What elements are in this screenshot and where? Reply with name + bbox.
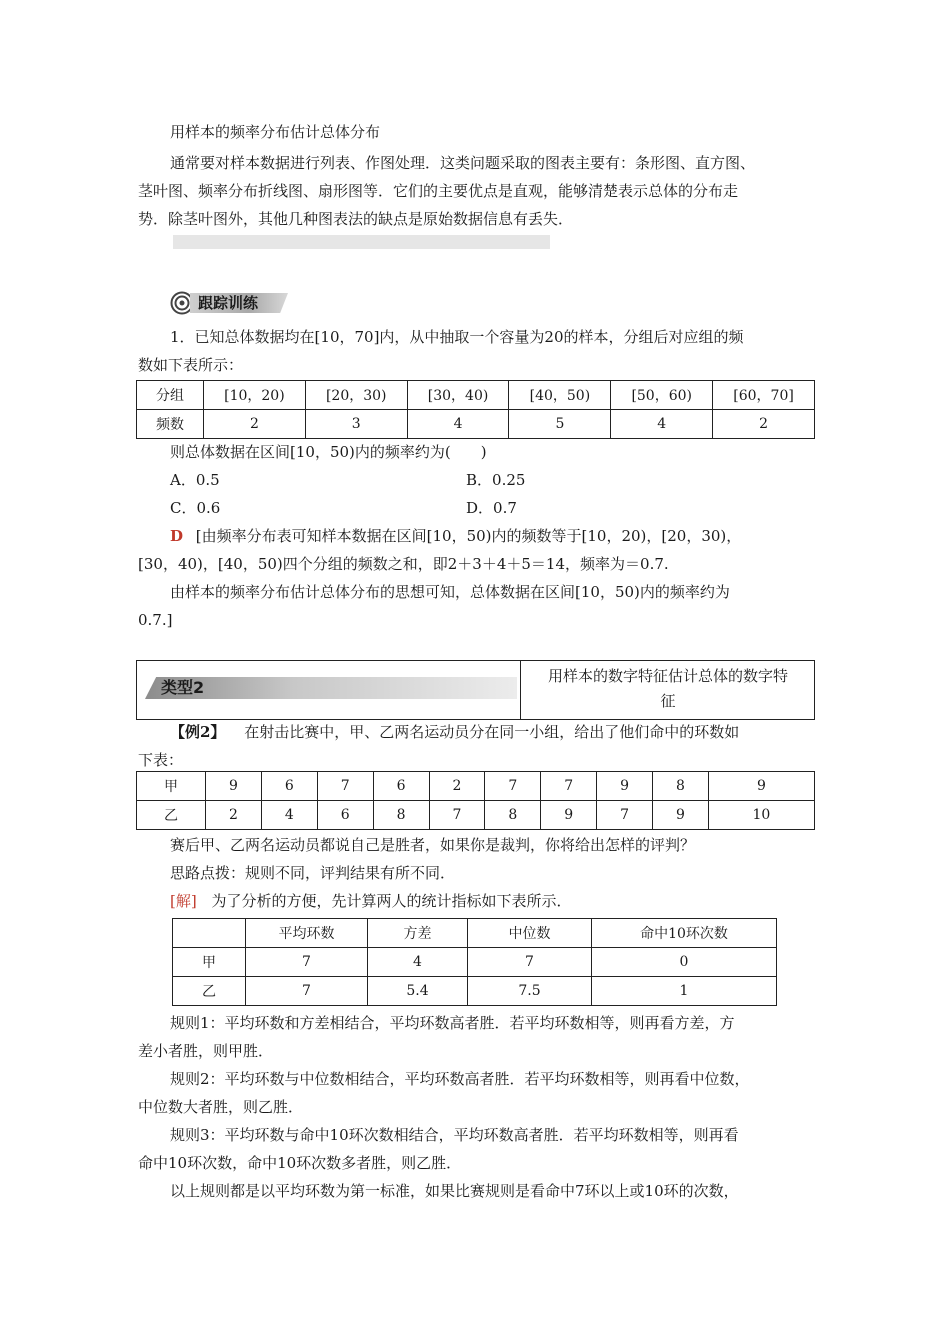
type-label: 类型2 xyxy=(161,678,205,697)
table-cell: 频数 xyxy=(137,410,204,439)
paragraph-line: 势．除茎叶图外，其他几种图表法的缺点是原始数据信息有丢失． xyxy=(138,210,574,228)
table-cell: 2 xyxy=(206,801,262,830)
rule-line: 规则3：平均环数与命中10环次数相结合，平均环数高者胜．若平均环数相等，则再看 xyxy=(170,1126,739,1144)
table-cell: 7 xyxy=(597,801,653,830)
table-cell: 2 xyxy=(713,410,815,439)
paragraph-line: 茎叶图、频率分布折线图、扇形图等．它们的主要优点是直观，能够清楚表示总体的分布走 xyxy=(138,182,739,200)
type-title-line: 用样本的数字特征估计总体的数字特 xyxy=(547,667,788,685)
table-cell: 7 xyxy=(468,948,592,977)
solution-line: 0.7.] xyxy=(138,611,173,629)
table-cell: 7 xyxy=(541,772,597,801)
table-cell: 5.4 xyxy=(368,977,468,1006)
table-cell: 7.5 xyxy=(468,977,592,1006)
table-cell: 平均环数 xyxy=(246,919,368,948)
score-table xyxy=(136,771,815,830)
table-cell: 7 xyxy=(485,772,541,801)
table-row xyxy=(137,381,815,410)
table-cell: 7 xyxy=(246,948,368,977)
table-cell xyxy=(173,919,246,948)
table-cell: [30，40) xyxy=(407,381,509,410)
table-row xyxy=(173,919,777,948)
table-cell: 10 xyxy=(708,801,814,830)
table-cell: 8 xyxy=(373,801,429,830)
option-c: C．0.6 xyxy=(170,499,221,517)
table-cell: 4 xyxy=(407,410,509,439)
table-cell: 2 xyxy=(429,772,485,801)
table-cell: 9 xyxy=(597,772,653,801)
solution-intro-line xyxy=(138,890,815,912)
table-cell: 6 xyxy=(317,801,373,830)
table-cell: 8 xyxy=(653,772,709,801)
table-cell: 4 xyxy=(261,801,317,830)
example-question: 赛后甲、乙两名运动员都说自己是胜者，如果你是裁判，你将给出怎样的评判？ xyxy=(170,836,696,854)
table-cell: 6 xyxy=(373,772,429,801)
table-cell: 1 xyxy=(592,977,777,1006)
table-cell: 6 xyxy=(261,772,317,801)
table-row xyxy=(173,977,777,1006)
table-cell: [60，70] xyxy=(713,381,815,410)
table-cell: 命中10环次数 xyxy=(592,919,777,948)
table-cell: [50，60) xyxy=(611,381,713,410)
example-text: 在射击比赛中，甲、乙两名运动员分在同一小组，给出了他们命中的环数如 xyxy=(244,723,740,741)
table-row xyxy=(137,801,815,830)
table-cell: [20，30) xyxy=(305,381,407,410)
type-title xyxy=(520,660,815,719)
table-cell: 乙 xyxy=(137,801,206,830)
table-row xyxy=(173,948,777,977)
solution-tag: [解] xyxy=(170,892,197,910)
table-row xyxy=(137,772,815,801)
table-cell: 8 xyxy=(485,801,541,830)
divider-bar xyxy=(173,235,550,249)
option-b: B．0.25 xyxy=(466,471,526,489)
solution-intro: 为了分析的方便，先计算两人的统计指标如下表所示． xyxy=(211,892,572,910)
table-cell: 7 xyxy=(317,772,373,801)
table-cell: 9 xyxy=(206,772,262,801)
section-heading: 用样本的频率分布估计总体分布 xyxy=(170,123,381,141)
example-line xyxy=(138,721,815,743)
question-text: 则总体数据在区间[10，50)内的频率约为( ) xyxy=(170,443,487,461)
solution-line: 由样本的频率分布估计总体分布的思想可知，总体数据在区间[10，50)内的频率约为 xyxy=(170,583,730,601)
table-cell: 乙 xyxy=(173,977,246,1006)
table-cell: 中位数 xyxy=(468,919,592,948)
table-cell: 9 xyxy=(653,801,709,830)
stats-table xyxy=(172,918,777,1006)
table-cell: 4 xyxy=(611,410,713,439)
type-header-box xyxy=(136,660,815,720)
table-cell: 9 xyxy=(541,801,597,830)
table-cell: 甲 xyxy=(173,948,246,977)
table-cell: [10，20) xyxy=(204,381,306,410)
answer-letter: D xyxy=(170,527,184,545)
table-cell: [40，50) xyxy=(509,381,611,410)
frequency-table xyxy=(136,380,815,439)
solution-text: [由频率分布表可知样本数据在区间[10，50)内的频数等于[10，20)，[20，30)， xyxy=(195,527,742,545)
training-banner: 跟踪训练 xyxy=(198,294,259,312)
paragraph-line: 通常要对样本数据进行列表、作图处理．这类问题采取的图表主要有：条形图、直方图、 xyxy=(170,154,756,172)
rule-line: 中位数大者胜，则乙胜． xyxy=(138,1098,304,1116)
example-line: 下表： xyxy=(138,751,184,769)
solution-line xyxy=(138,525,815,547)
table-cell: 7 xyxy=(246,977,368,1006)
rule-line: 命中10环次数，命中10环次数多者胜，则乙胜． xyxy=(138,1154,462,1172)
solution-line: [30，40)，[40，50)四个分组的频数之和，即2＋3＋4＋5＝14，频率为＝0.7. xyxy=(138,555,669,573)
table-cell: 分组 xyxy=(137,381,204,410)
table-cell: 0 xyxy=(592,948,777,977)
table-cell: 5 xyxy=(509,410,611,439)
table-cell: 9 xyxy=(708,772,814,801)
rule-line: 差小者胜，则甲胜． xyxy=(138,1042,274,1060)
question-line: 数如下表所示： xyxy=(138,356,244,374)
table-cell: 4 xyxy=(368,948,468,977)
hint-text: 思路点拨：规则不同，评判结果有所不同． xyxy=(170,864,456,882)
table-cell: 3 xyxy=(305,410,407,439)
example-tag: 【例2】 xyxy=(170,723,226,741)
option-a: A．0.5 xyxy=(170,471,220,489)
table-cell: 7 xyxy=(429,801,485,830)
question-line: 1．已知总体数据均在[10，70]内，从中抽取一个容量为20的样本，分组后对应组的频 xyxy=(170,328,744,346)
paragraph-line: 以上规则都是以平均环数为第一标准，如果比赛规则是看命中7环以上或10环的次数， xyxy=(170,1182,739,1200)
table-row xyxy=(137,410,815,439)
table-cell: 2 xyxy=(204,410,306,439)
rule-line: 规则2：平均环数与中位数相结合，平均环数高者胜．若平均环数相等，则再看中位数， xyxy=(170,1070,750,1088)
type-title-line: 征 xyxy=(660,692,676,710)
table-cell: 方差 xyxy=(368,919,468,948)
option-d: D．0.7 xyxy=(466,499,517,517)
table-cell: 甲 xyxy=(137,772,206,801)
rule-line: 规则1：平均环数和方差相结合，平均环数高者胜．若平均环数相等，则再看方差，方 xyxy=(170,1014,735,1032)
